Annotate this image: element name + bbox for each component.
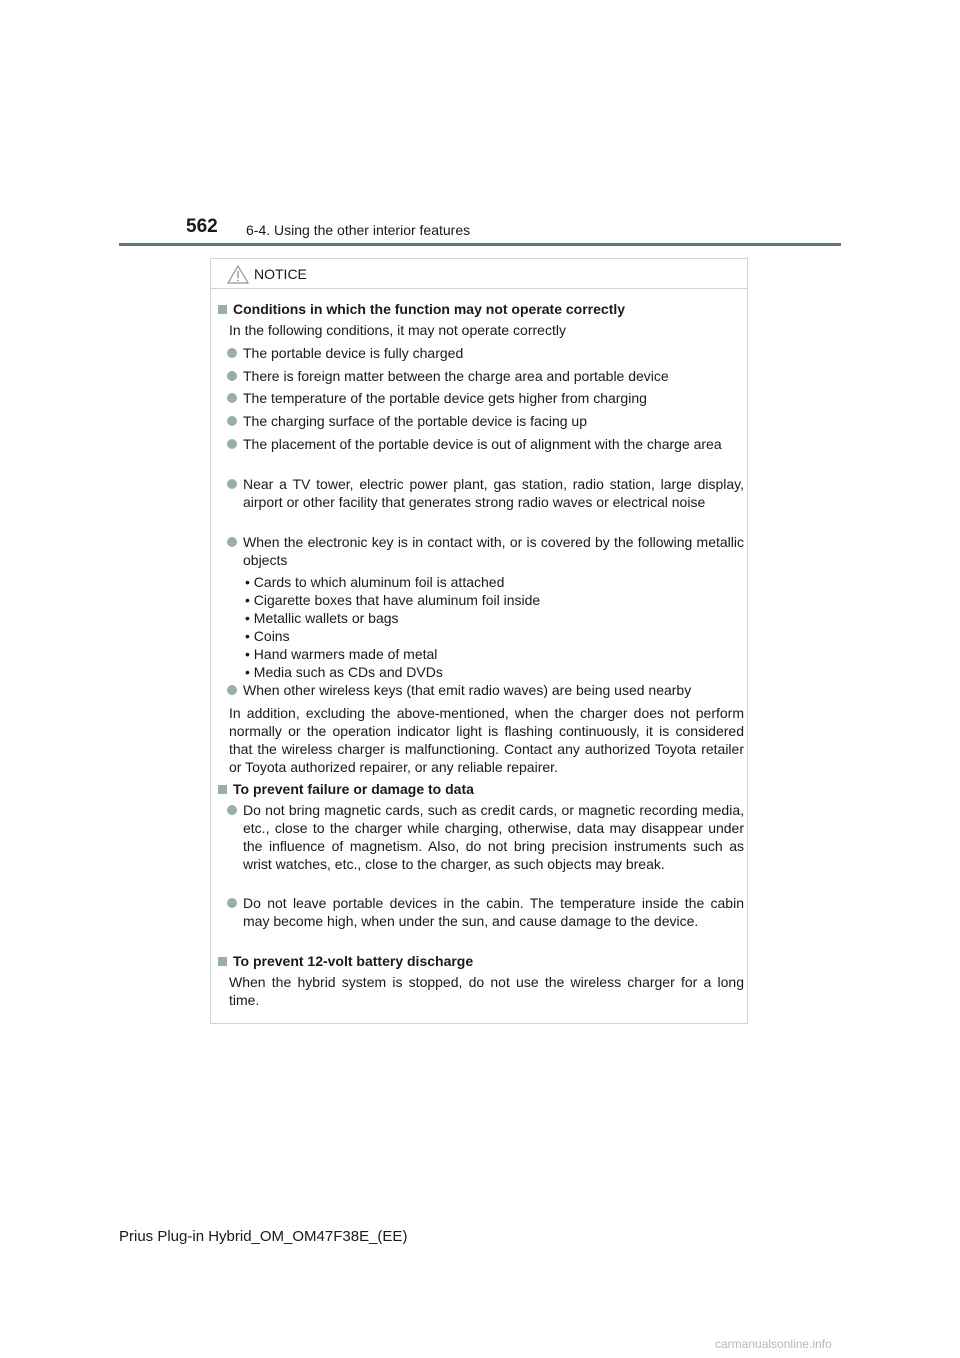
sub-list-item: • Hand warmers made of metal	[245, 646, 438, 662]
page-number: 562	[186, 216, 218, 237]
list-item: The charging surface of the portable device is facing up	[227, 412, 744, 430]
section-title: 6-4. Using the other interior features	[246, 222, 471, 238]
warning-triangle-icon	[227, 265, 249, 284]
sub-list-item: • Cigarette boxes that have aluminum foil inside	[245, 592, 541, 608]
battery-text: When the hybrid system is stopped, do not use the wireless charger for a long time.	[229, 974, 744, 1008]
sub-list-item: • Media such as CDs and DVDs	[245, 664, 443, 680]
round-bullet-icon	[227, 348, 237, 358]
notice-header	[211, 259, 747, 289]
list-item: When other wireless keys (that emit radio waves) are being used nearby	[227, 681, 744, 699]
list-item: The portable device is fully charged	[227, 344, 744, 362]
footer-model-code: Prius Plug-in Hybrid_OM_OM47F38E_(EE)	[119, 1228, 408, 1245]
list-item: Do not leave portable devices in the cabin. The temperature inside the cabin may become high, when under the sun, and cause damage to the device.	[227, 894, 744, 930]
square-bullet-icon	[218, 305, 227, 314]
watermark: carmanualsonline.info	[715, 1337, 832, 1351]
round-bullet-icon	[227, 805, 237, 815]
round-bullet-icon	[227, 537, 237, 547]
round-bullet-icon	[227, 685, 237, 695]
list-item: The placement of the portable device is out of alignment with the charge area	[227, 435, 744, 453]
sub-list-item: • Coins	[245, 628, 290, 644]
sub-list-item: • Cards to which aluminum foil is attached	[245, 574, 505, 590]
header-rule	[119, 243, 841, 246]
battery-heading: To prevent 12-volt battery discharge	[218, 952, 473, 970]
round-bullet-icon	[227, 479, 237, 489]
conditions-intro: In the following conditions, it may not operate correctly	[229, 322, 566, 338]
square-bullet-icon	[218, 957, 227, 966]
list-item: Do not bring magnetic cards, such as credit cards, or magnetic recording media, etc., close to the charger while charging, otherwise, data may disappear under the influence of magnetism. Also, do not bring precision instruments such as wrist watches, etc., close to the charger, as such objects may break.	[227, 801, 744, 873]
notice-label: NOTICE	[254, 266, 307, 282]
list-item: There is foreign matter between the charge area and portable device	[227, 367, 744, 385]
square-bullet-icon	[218, 785, 227, 794]
list-item: Near a TV tower, electric power plant, gas station, radio station, large display, airport or other facility that generates strong radio waves or electrical noise	[227, 475, 744, 511]
conditions-heading: Conditions in which the function may not operate correctly	[218, 300, 625, 318]
conditions-closing: In addition, excluding the above-mentioned, when the charger does not perform normally or the operation indicator light is flashing continuously, it is considered that the wireless charger is malfunctioning. Contact any authorized Toyota retailer or Toyota authorized repairer, or any reliable repairer.	[229, 705, 744, 775]
data-damage-heading: To prevent failure or damage to data	[218, 780, 474, 798]
round-bullet-icon	[227, 371, 237, 381]
round-bullet-icon	[227, 393, 237, 403]
list-item: The temperature of the portable device gets higher from charging	[227, 389, 744, 407]
notice-box	[210, 258, 748, 1024]
round-bullet-icon	[227, 898, 237, 908]
round-bullet-icon	[227, 416, 237, 426]
sub-list-item: • Metallic wallets or bags	[245, 610, 399, 626]
list-item: When the electronic key is in contact with, or is covered by the following metallic objects	[227, 533, 744, 569]
round-bullet-icon	[227, 439, 237, 449]
